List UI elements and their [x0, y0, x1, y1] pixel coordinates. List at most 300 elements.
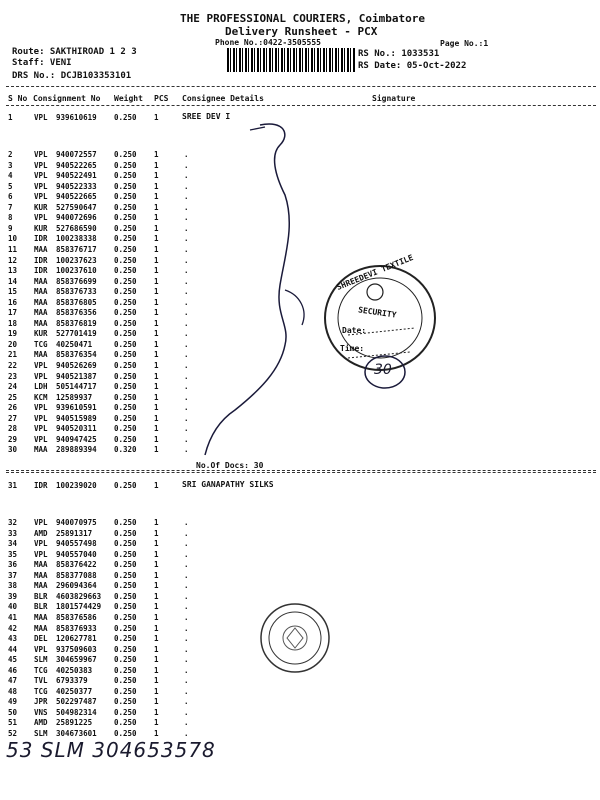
- row-weight: 0.250: [114, 424, 137, 434]
- stamp-date-label: Date:: [342, 326, 367, 335]
- row-marker: .: [184, 686, 189, 696]
- row-consignment: 100237623: [56, 255, 97, 265]
- row-prefix: KCM: [34, 392, 48, 402]
- row-consignment: 505144717: [56, 382, 97, 392]
- row-sno: 4: [8, 171, 13, 181]
- row-prefix: MAA: [34, 570, 48, 580]
- table-row: [8, 718, 308, 728]
- row-consignment: 504982314: [56, 707, 97, 717]
- table-row: [8, 550, 308, 560]
- row-marker: .: [184, 445, 189, 455]
- page-number: Page No.:1: [440, 39, 489, 48]
- row-consignment: 937509603: [56, 644, 97, 654]
- row-consignment: 940557498: [56, 539, 97, 549]
- consignee-name: SREE DEV I: [182, 112, 231, 121]
- row-marker: .: [184, 329, 189, 339]
- row-pcs: 1: [154, 413, 159, 423]
- row-pcs: 1: [154, 655, 159, 665]
- row-sno: 9: [8, 223, 13, 233]
- row-prefix: MAA: [34, 287, 48, 297]
- row-sno: 23: [8, 371, 18, 381]
- row-pcs: 1: [154, 160, 159, 170]
- row-weight: 0.250: [114, 528, 137, 538]
- row-consignment: 940526269: [56, 361, 97, 370]
- row-weight: 0.250: [114, 434, 137, 444]
- row-weight: 0.250: [114, 729, 137, 738]
- col-weight: Weight: [114, 94, 143, 103]
- row-weight: 0.250: [114, 634, 137, 644]
- row-pcs: 1: [154, 623, 159, 633]
- row-prefix: VPL: [34, 213, 48, 223]
- rs-number: RS No.: 1033531: [358, 49, 440, 59]
- row-prefix: BLR: [34, 602, 48, 612]
- stamp-time-label: Time:: [340, 344, 365, 353]
- row-pcs: 1: [154, 718, 159, 728]
- barcode: [227, 48, 355, 72]
- row-marker: .: [184, 192, 189, 202]
- row-prefix: VPL: [34, 181, 48, 191]
- row-marker: .: [184, 634, 189, 644]
- row-weight: 0.250: [114, 308, 137, 318]
- row-weight: 0.250: [114, 686, 137, 696]
- row-weight: 0.250: [114, 350, 137, 360]
- row-pcs: 1: [154, 213, 159, 223]
- divider: [6, 472, 596, 473]
- row-consignment: 940072557: [56, 150, 97, 159]
- row-weight: 0.250: [114, 481, 137, 490]
- row-pcs: 1: [154, 570, 159, 580]
- row-pcs: 1: [154, 382, 159, 392]
- row-marker: .: [184, 665, 189, 675]
- row-prefix: MAA: [34, 560, 48, 570]
- row-marker: .: [184, 276, 189, 286]
- table-row: [8, 518, 308, 528]
- row-prefix: VPL: [34, 434, 48, 444]
- row-prefix: DEL: [34, 634, 48, 644]
- table-row: [8, 697, 308, 707]
- row-sno: 1: [8, 113, 13, 122]
- row-pcs: 1: [154, 287, 159, 297]
- row-consignment: 858376586: [56, 612, 97, 622]
- col-consignee: Consignee Details: [182, 94, 264, 103]
- row-marker: .: [184, 676, 189, 686]
- row-pcs: 1: [154, 560, 159, 570]
- row-weight: 0.250: [114, 382, 137, 392]
- row-weight: 0.250: [114, 697, 137, 707]
- row-sno: 35: [8, 549, 18, 559]
- row-pcs: 1: [154, 634, 159, 644]
- row-pcs: 1: [154, 255, 159, 265]
- row-sno: 38: [8, 581, 18, 591]
- row-sno: 33: [8, 528, 18, 538]
- row-pcs: 1: [154, 686, 159, 696]
- row-weight: 0.250: [114, 255, 137, 265]
- row-marker: .: [184, 528, 189, 538]
- row-marker: .: [184, 339, 189, 349]
- row-marker: .: [184, 518, 189, 527]
- row-weight: 0.250: [114, 676, 137, 686]
- row-sno: 45: [8, 655, 18, 665]
- row-consignment: 100238338: [56, 234, 97, 244]
- divider: [6, 470, 596, 471]
- row-consignment: 100237610: [56, 266, 97, 276]
- row-pcs: 1: [154, 318, 159, 328]
- row-weight: 0.250: [114, 181, 137, 191]
- row-pcs: 1: [154, 223, 159, 233]
- row-consignment: 858376805: [56, 297, 97, 307]
- divider: [6, 86, 596, 87]
- row-marker: .: [184, 655, 189, 665]
- row-pcs: 1: [154, 528, 159, 538]
- row-sno: 39: [8, 591, 18, 601]
- row-consignment: 527701419: [56, 329, 97, 339]
- row-sno: 52: [8, 729, 18, 738]
- row-marker: .: [184, 160, 189, 170]
- row-prefix: VPL: [34, 549, 48, 559]
- row-pcs: 1: [154, 581, 159, 591]
- row-sno: 34: [8, 539, 18, 549]
- row-pcs: 1: [154, 392, 159, 402]
- row-pcs: 1: [154, 244, 159, 254]
- row-prefix: MAA: [34, 623, 48, 633]
- row-sno: 2: [8, 150, 13, 159]
- row-prefix: TVL: [34, 676, 48, 686]
- row-weight: 0.250: [114, 623, 137, 633]
- row-consignment: 304659967: [56, 655, 97, 665]
- row-marker: .: [184, 560, 189, 570]
- row-marker: .: [184, 623, 189, 633]
- row-marker: .: [184, 171, 189, 181]
- row-prefix: IDR: [34, 255, 48, 265]
- row-weight: 0.250: [114, 192, 137, 202]
- row-weight: 0.250: [114, 718, 137, 728]
- row-sno: 22: [8, 361, 18, 370]
- row-pcs: 1: [154, 150, 159, 159]
- row-prefix: IDR: [34, 234, 48, 244]
- row-marker: .: [184, 350, 189, 360]
- stamp-company-name: SHREEDEVI TEXTILE: [335, 252, 415, 293]
- row-sno: 12: [8, 255, 18, 265]
- row-marker: .: [184, 223, 189, 233]
- row-pcs: 1: [154, 350, 159, 360]
- row-prefix: AMD: [34, 528, 48, 538]
- row-prefix: AMD: [34, 718, 48, 728]
- no-of-docs: No.Of Docs: 30: [196, 461, 264, 470]
- row-pcs: 1: [154, 192, 159, 202]
- row-consignment: 120627781: [56, 634, 97, 644]
- row-marker: .: [184, 602, 189, 612]
- row-pcs: 1: [154, 707, 159, 717]
- row-sno: 43: [8, 634, 18, 644]
- row-prefix: MAA: [34, 350, 48, 360]
- row-consignment: 527686590: [56, 223, 97, 233]
- row-pcs: 1: [154, 202, 159, 212]
- row-marker: .: [184, 297, 189, 307]
- row-weight: 0.250: [114, 403, 137, 413]
- row-pcs: 1: [154, 549, 159, 559]
- row-consignment: 858376699: [56, 276, 97, 286]
- row-weight: 0.250: [114, 539, 137, 549]
- row-sno: 3: [8, 160, 13, 170]
- row-prefix: MAA: [34, 318, 48, 328]
- row-weight: 0.250: [114, 612, 137, 622]
- row-consignment: 858376819: [56, 318, 97, 328]
- row-marker: .: [184, 318, 189, 328]
- row-pcs: 1: [154, 266, 159, 276]
- row-marker: .: [184, 244, 189, 254]
- col-sno: S No: [8, 94, 28, 103]
- row-sno: 15: [8, 287, 18, 297]
- row-weight: 0.250: [114, 549, 137, 559]
- row-prefix: VPL: [34, 113, 48, 122]
- rs-date: RS Date: 05-Oct-2022: [358, 61, 467, 71]
- row-pcs: 1: [154, 539, 159, 549]
- row-marker: .: [184, 718, 189, 728]
- row-consignment: 858376422: [56, 560, 97, 570]
- row-marker: .: [184, 181, 189, 191]
- row-weight: 0.250: [114, 707, 137, 717]
- row-pcs: 1: [154, 481, 159, 490]
- row-prefix: LDH: [34, 382, 48, 392]
- row-marker: .: [184, 539, 189, 549]
- row-marker: .: [184, 403, 189, 413]
- col-consignment: Consignment No: [33, 94, 101, 103]
- row-marker: .: [184, 729, 189, 738]
- row-consignment: 940947425: [56, 434, 97, 444]
- company-name: THE PROFESSIONAL COURIERS, Coimbatore: [180, 12, 426, 25]
- row-consignment: 858376733: [56, 287, 97, 297]
- row-marker: .: [184, 707, 189, 717]
- row-pcs: 1: [154, 234, 159, 244]
- row-prefix: KUR: [34, 223, 48, 233]
- row-sno: 16: [8, 297, 18, 307]
- row-pcs: 1: [154, 676, 159, 686]
- row-consignment: 940522265: [56, 160, 97, 170]
- row-consignment: 304673601: [56, 729, 97, 738]
- row-weight: 0.250: [114, 213, 137, 223]
- row-consignment: 40250471: [56, 339, 93, 349]
- row-sno: 30: [8, 445, 18, 455]
- row-prefix: MAA: [34, 612, 48, 622]
- row-consignment: 940520311: [56, 424, 97, 434]
- row-weight: 0.250: [114, 223, 137, 233]
- row-prefix: SLM: [34, 655, 48, 665]
- row-prefix: VPL: [34, 518, 48, 527]
- row-consignment: 858376356: [56, 308, 97, 318]
- row-weight: 0.250: [114, 318, 137, 328]
- row-consignment: 940521387: [56, 371, 97, 381]
- row-pcs: 1: [154, 729, 159, 738]
- row-sno: 14: [8, 276, 18, 286]
- row-marker: .: [184, 371, 189, 381]
- row-prefix: SLM: [34, 729, 48, 738]
- row-consignment: 940557040: [56, 549, 97, 559]
- row-weight: 0.250: [114, 644, 137, 654]
- row-pcs: 1: [154, 171, 159, 181]
- row-sno: 48: [8, 686, 18, 696]
- divider: [6, 105, 596, 106]
- row-prefix: VNS: [34, 707, 48, 717]
- row-pcs: 1: [154, 602, 159, 612]
- row-prefix: VPL: [34, 171, 48, 181]
- row-marker: .: [184, 308, 189, 318]
- row-marker: .: [184, 434, 189, 444]
- row-prefix: VPL: [34, 371, 48, 381]
- row-sno: 21: [8, 350, 18, 360]
- row-sno: 37: [8, 570, 18, 580]
- row-sno: 29: [8, 434, 18, 444]
- row-weight: 0.250: [114, 202, 137, 212]
- row-consignment: 940522333: [56, 181, 97, 191]
- row-consignment: 25891225: [56, 718, 93, 728]
- row-consignment: 502297487: [56, 697, 97, 707]
- table-row: [8, 581, 308, 591]
- document-title: Delivery Runsheet - PCX: [225, 25, 378, 38]
- row-prefix: VPL: [34, 424, 48, 434]
- row-consignment: 939610619: [56, 113, 97, 122]
- row-prefix: TCG: [34, 339, 48, 349]
- col-signature: Signature: [372, 94, 416, 103]
- row-prefix: MAA: [34, 308, 48, 318]
- row-weight: 0.250: [114, 413, 137, 423]
- row-prefix: VPL: [34, 413, 48, 423]
- row-pcs: 1: [154, 644, 159, 654]
- row-sno: 46: [8, 665, 18, 675]
- row-weight: 0.250: [114, 570, 137, 580]
- row-consignment: 940515989: [56, 413, 97, 423]
- row-pcs: 1: [154, 591, 159, 601]
- row-weight: 0.250: [114, 276, 137, 286]
- row-sno: 40: [8, 602, 18, 612]
- row-weight: 0.250: [114, 171, 137, 181]
- phone-number: Phone No.:0422-3505555: [215, 38, 321, 47]
- row-marker: .: [184, 697, 189, 707]
- row-weight: 0.320: [114, 445, 137, 455]
- row-consignment: 940522665: [56, 192, 97, 202]
- row-consignment: 12589937: [56, 392, 93, 402]
- row-pcs: 1: [154, 329, 159, 339]
- row-sno: 50: [8, 707, 18, 717]
- row-prefix: MAA: [34, 276, 48, 286]
- row-weight: 0.250: [114, 113, 137, 122]
- row-weight: 0.250: [114, 287, 137, 297]
- row-weight: 0.250: [114, 361, 137, 370]
- row-marker: .: [184, 382, 189, 392]
- row-pcs: 1: [154, 181, 159, 191]
- row-pcs: 1: [154, 113, 159, 122]
- row-consignment: 25891317: [56, 528, 93, 538]
- row-sno: 13: [8, 266, 18, 276]
- row-marker: .: [184, 413, 189, 423]
- row-prefix: MAA: [34, 244, 48, 254]
- row-marker: .: [184, 612, 189, 622]
- row-weight: 0.250: [114, 371, 137, 381]
- row-marker: .: [184, 581, 189, 591]
- row-marker: .: [184, 570, 189, 580]
- row-weight: 0.250: [114, 234, 137, 244]
- row-pcs: 1: [154, 308, 159, 318]
- row-sno: 36: [8, 560, 18, 570]
- row-pcs: 1: [154, 518, 159, 527]
- row-pcs: 1: [154, 297, 159, 307]
- row-consignment: 40250377: [56, 686, 93, 696]
- row-pcs: 1: [154, 361, 159, 370]
- row-weight: 0.250: [114, 655, 137, 665]
- row-pcs: 1: [154, 445, 159, 455]
- row-marker: .: [184, 644, 189, 654]
- row-marker: .: [184, 234, 189, 244]
- row-prefix: MAA: [34, 445, 48, 455]
- row-sno: 42: [8, 623, 18, 633]
- row-weight: 0.250: [114, 297, 137, 307]
- table-row: [8, 708, 308, 718]
- row-consignment: 940072696: [56, 213, 97, 223]
- row-weight: 0.250: [114, 160, 137, 170]
- row-sno: 6: [8, 192, 13, 202]
- row-prefix: VPL: [34, 403, 48, 413]
- row-prefix: BLR: [34, 591, 48, 601]
- table-row: [8, 687, 308, 697]
- row-prefix: MAA: [34, 581, 48, 591]
- row-consignment: 940070975: [56, 518, 97, 527]
- row-weight: 0.250: [114, 244, 137, 254]
- row-sno: 20: [8, 339, 18, 349]
- row-prefix: TCG: [34, 665, 48, 675]
- row-prefix: VPL: [34, 150, 48, 159]
- row-prefix: VPL: [34, 539, 48, 549]
- row-weight: 0.250: [114, 518, 137, 527]
- row-consignment: 858376717: [56, 244, 97, 254]
- row-consignment: 940522491: [56, 171, 97, 181]
- row-sno: 17: [8, 308, 18, 318]
- row-weight: 0.250: [114, 329, 137, 339]
- row-consignment: 858377088: [56, 570, 97, 580]
- row-pcs: 1: [154, 371, 159, 381]
- col-pcs: PCS: [154, 94, 169, 103]
- row-prefix: KUR: [34, 202, 48, 212]
- staff: Staff: VENI: [12, 58, 72, 68]
- row-pcs: 1: [154, 276, 159, 286]
- row-marker: .: [184, 213, 189, 223]
- table-row: [8, 571, 308, 581]
- route: Route: SAKTHIROAD 1 2 3: [12, 47, 137, 57]
- row-sno: 31: [8, 481, 18, 490]
- row-prefix: JPR: [34, 697, 48, 707]
- handwritten-entry: 53 SLM 304653578: [6, 738, 216, 762]
- row-weight: 0.250: [114, 591, 137, 601]
- row-weight: 0.250: [114, 602, 137, 612]
- row-prefix: TCG: [34, 686, 48, 696]
- row-sno: 10: [8, 234, 18, 244]
- row-prefix: IDR: [34, 481, 48, 490]
- row-pcs: 1: [154, 612, 159, 622]
- row-consignment: 939610591: [56, 403, 97, 413]
- handwritten-count: 30: [374, 362, 392, 378]
- row-consignment: 289889394: [56, 445, 97, 455]
- row-sno: 18: [8, 318, 18, 328]
- row-consignment: 40250383: [56, 665, 93, 675]
- row-sno: 47: [8, 676, 18, 686]
- row-pcs: 1: [154, 339, 159, 349]
- row-sno: 5: [8, 181, 13, 191]
- row-sno: 24: [8, 382, 18, 392]
- consignee-name: SRI GANAPATHY SILKS: [182, 480, 274, 489]
- row-marker: .: [184, 549, 189, 559]
- table-row: [8, 529, 308, 539]
- row-sno: 25: [8, 392, 18, 402]
- row-sno: 11: [8, 244, 18, 254]
- row-weight: 0.250: [114, 266, 137, 276]
